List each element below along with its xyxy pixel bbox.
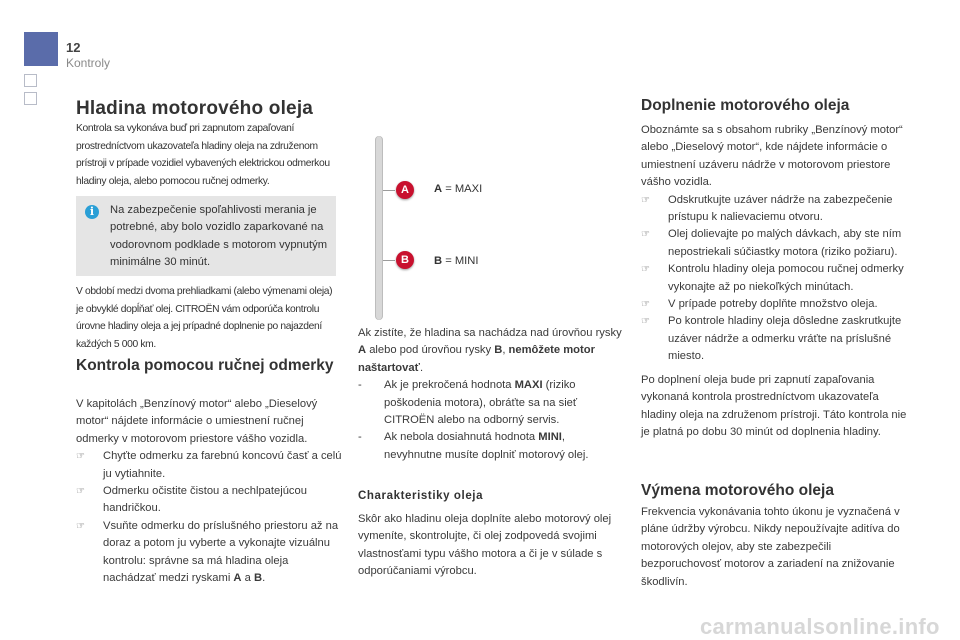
intro-text: Kontrola sa vykonáva buď pri zapnutom zapaľovaní prostredníctvom ukazovateľa hladiny oleja na združenom prístroji v prípade vozidiel vybavených elektrickou odmerkou hladiny oleja, alebo pomocou ručnej odmerky.: [76, 123, 330, 187]
list-item: ☞ Vsuňte odmerku do príslušného priestoru až na doraz a potom ju vyberte a vykonajte vizuálnu kontrolu: správne sa má hladina oleja nachádzať medzi ryskami A a B.: [76, 518, 342, 588]
refill-after: Po doplnení oleja bude pri zapnutí zapaľovania vykonaná kontrola prostredníctvom ukazovateľa hladiny oleja na združenom prístroji. Táto kontrola nie je platná po dobu 30 minút od doplnenia hladiny.: [641, 373, 907, 438]
left-body: [76, 396, 342, 587]
info-icon: i: [85, 205, 99, 219]
header-square: [24, 32, 58, 66]
list-item: ☞ Olej dolievajte po malých dávkach, aby ste ním nepostriekali súčiastky motora (riziko požiaru).: [641, 226, 907, 261]
min-line: [383, 260, 395, 261]
marker-a: A: [396, 181, 414, 199]
list-item: ☞ Chyťte odmerku za farebnú koncovú časť a celú ju vytiahnite.: [76, 448, 342, 483]
outline-square: [24, 92, 37, 105]
refill-intro: Oboznámte sa s obsahom rubriky „Benzínový motor“ alebo „Dieselový motor“, kde nájdete informácie o umiestnení uzáveru nádrže v motorovom priestore vášho vozidla.: [641, 124, 903, 189]
oil-change-text: Frekvencia vykonávania tohto úkonu je vyznačená v pláne údržby výrobcu. Nikdy nepoužívajte aditíva do motorových olejov, aby ste zabezpečili bezporuchovosť motorov a zariadení na znižovanie škodlivín.: [641, 506, 900, 588]
page-number: 12: [66, 40, 81, 55]
watermark: carmanualsonline.info: [700, 614, 940, 639]
refill-steps: [641, 192, 907, 366]
max-line: [383, 190, 395, 191]
main-title: Hladina motorového oleja: [76, 98, 314, 119]
dipstick-steps: [76, 448, 342, 587]
sub-intro: V kapitolách „Benzínový motor“ alebo „Dieselový motor“ nájdete informácie o umiestnení ručnej odmerky v motorovom priestore vášho vozidla.: [76, 398, 318, 445]
oil-change-title: Výmena motorového oleja: [641, 482, 834, 499]
dipstick-illustration: [375, 136, 383, 320]
warning-text: [358, 325, 622, 464]
marker-b: B: [396, 251, 414, 269]
label-maxi: A = MAXI: [434, 183, 483, 195]
list-item: ☞ Kontrolu hladiny oleja pomocou ručnej odmerky vykonajte až po niekoľkých minútach.: [641, 261, 907, 296]
section-name: Kontroly: [66, 56, 111, 70]
info-note: [76, 196, 336, 276]
outline-square: [24, 74, 37, 87]
period-text: V období medzi dvoma prehliadkami (alebo výmenami oleja) je obvyklé dopĺňať olej. CITROËN vám odporúča kontrolu úrovne hladiny oleja a jej prípadné doplnenie po najazdení každých 5 000 km.: [76, 286, 333, 350]
list-item: - Ak nebola dosiahnutá hodnota MINI, nevyhnutne musíte doplniť motorový olej.: [358, 429, 622, 464]
oil-characteristics-title: Charakteristiky oleja: [358, 490, 484, 502]
warning-list: [358, 377, 622, 464]
right-body: [641, 122, 907, 441]
warning-paragraph: Ak zistíte, že hladina sa nachádza nad úrovňou rysky A alebo pod úrovňou rysky B, nemôžete motor naštartovať.: [358, 327, 622, 374]
refill-title: Doplnenie motorového oleja: [641, 97, 850, 114]
list-item: ☞ Po kontrole hladiny oleja dôsledne zaskrutkujte uzáver nádrže a odmerku vráťte na príslušné miesto.: [641, 313, 907, 365]
list-item: - Ak je prekročená hodnota MAXI (riziko poškodenia motora), obráťte sa na sieť CITROËN alebo na odborný servis.: [358, 377, 622, 429]
label-mini: B = MINI: [434, 255, 479, 267]
subsection-title: Kontrola pomocou ručnej odmerky: [76, 357, 334, 374]
list-item: ☞ Odmerku očistite čistou a nechlpatejúcou handričkou.: [76, 483, 342, 518]
oil-characteristics-text: Skôr ako hladinu oleja doplníte alebo motorový olej vymeníte, skontrolujte, či olej zodpovedá svojimi vlastnosťami typu vášho motora a či je v súlade s odporúčaniami výrobcu.: [358, 513, 612, 578]
list-item: ☞ Odskrutkujte uzáver nádrže na zabezpečenie prístupu k nalievaciemu otvoru.: [641, 192, 907, 227]
note-text: Na zabezpečenie spoľahlivosti merania je potrebné, aby bolo vozidlo zaparkované na vodorovnom podklade s motorom vypnutým minimálne 30 minút.: [110, 204, 328, 269]
list-item: ☞ V prípade potreby doplňte množstvo oleja.: [641, 296, 907, 313]
